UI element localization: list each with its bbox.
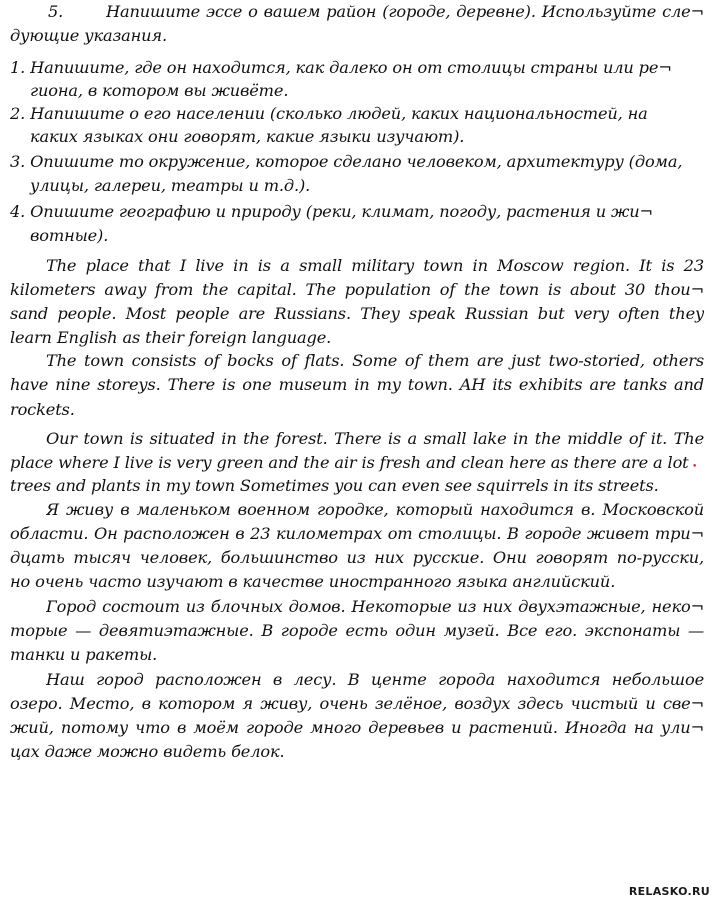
document-page [10,0,706,902]
russian-p1-line3: дцать тысяч человек, большинство из них русские. Они говорят по-русски, [10,548,704,567]
russian-p1-line2: области. Он расположен в 23 километрах от столицы. В городе живет три¬ [10,524,704,543]
task-number: 5. [48,2,64,21]
russian-p1-line1: Я живу в маленьком военном городке, который находится в. Московской [46,500,704,519]
english-p1-line2: kilometers away from the capital. The population of the town is about 30 thou¬ [10,280,704,299]
russian-p3-line3: жий, потому что в моём городе много деревьев и растений. Иногда на ули¬ [10,718,704,737]
english-p3-line2: place where I live is very green and the air is fresh and clean here as there are a lot [10,453,689,472]
english-p1-line1: The place that I live in is a small military town in Moscow region. It is 23 [46,256,704,275]
english-p1-line3: sand people. Most people are Russians. They speak Russian but very often they [10,304,704,323]
english-p1-line4: learn English as their foreign language. [10,328,332,347]
english-p2-line2: have nine storeys. There is one museum in my town. AH its exhibits are tanks and [10,375,704,394]
task-item-1-line1: 1. Напишите, где он находится, как далеко он от столицы страны или ре¬ [10,58,672,77]
task-item-3-line2: улицы, галереи, театры и т.д.). [30,176,311,195]
watermark: RELASKO.RU [628,885,710,898]
task-item-3-line1: 3. Опишите то окружение, которое сделано человеком, архитектуру (дома, [10,152,683,171]
task-item-1-line2: гиона, в котором вы живёте. [30,81,289,100]
russian-p3-line2: озеро. Место, в котором я живу, очень зелёное, воздух здесь чистый и све¬ [10,694,704,713]
english-p3-line1: Our town is situated in the forest. There is a small lake in the middle of it. The [46,429,704,448]
russian-p2-line3: танки и ракеты. [10,645,158,664]
russian-p2-line1: Город состоит из блочных домов. Некоторые из них двухэтажные, неко¬ [46,597,704,616]
task-item-4-line1: 4. Опишите географию и природу (реки, климат, погоду, растения и жи¬ [10,202,653,221]
english-p3-line3: trees and plants in my town Sometimes you can even see squirrels in its streets. [10,476,659,495]
english-p2-line1: The town consists of bocks of flats. Some of them are just two-storied, others [46,351,704,370]
task-item-4-line2: вотные). [30,226,109,245]
russian-p2-line2: торые — девятиэтажные. В городе есть один музей. Все его. экспонаты — [10,621,704,640]
task-intro-line2: дующие указания. [10,26,167,45]
english-p2-line3: rockets. [10,400,75,419]
russian-p1-line4: но очень часто изучают в качестве иностранного языка английский. [10,572,616,591]
stray-mark: • [692,462,698,472]
russian-p3-line4: цах даже можно видеть белок. [10,742,285,761]
task-item-2-line2: каких языках они говорят, какие языки изучают). [30,127,465,146]
task-intro-line1: Напишите эссе о вашем район (городе, деревне). Используйте сле¬ [106,2,704,21]
task-item-2-line1: 2. Напишите о его населении (сколько людей, каких национальностей, на [10,104,648,123]
russian-p3-line1: Наш город расположен в лесу. В центе города находится небольшое [46,670,704,689]
